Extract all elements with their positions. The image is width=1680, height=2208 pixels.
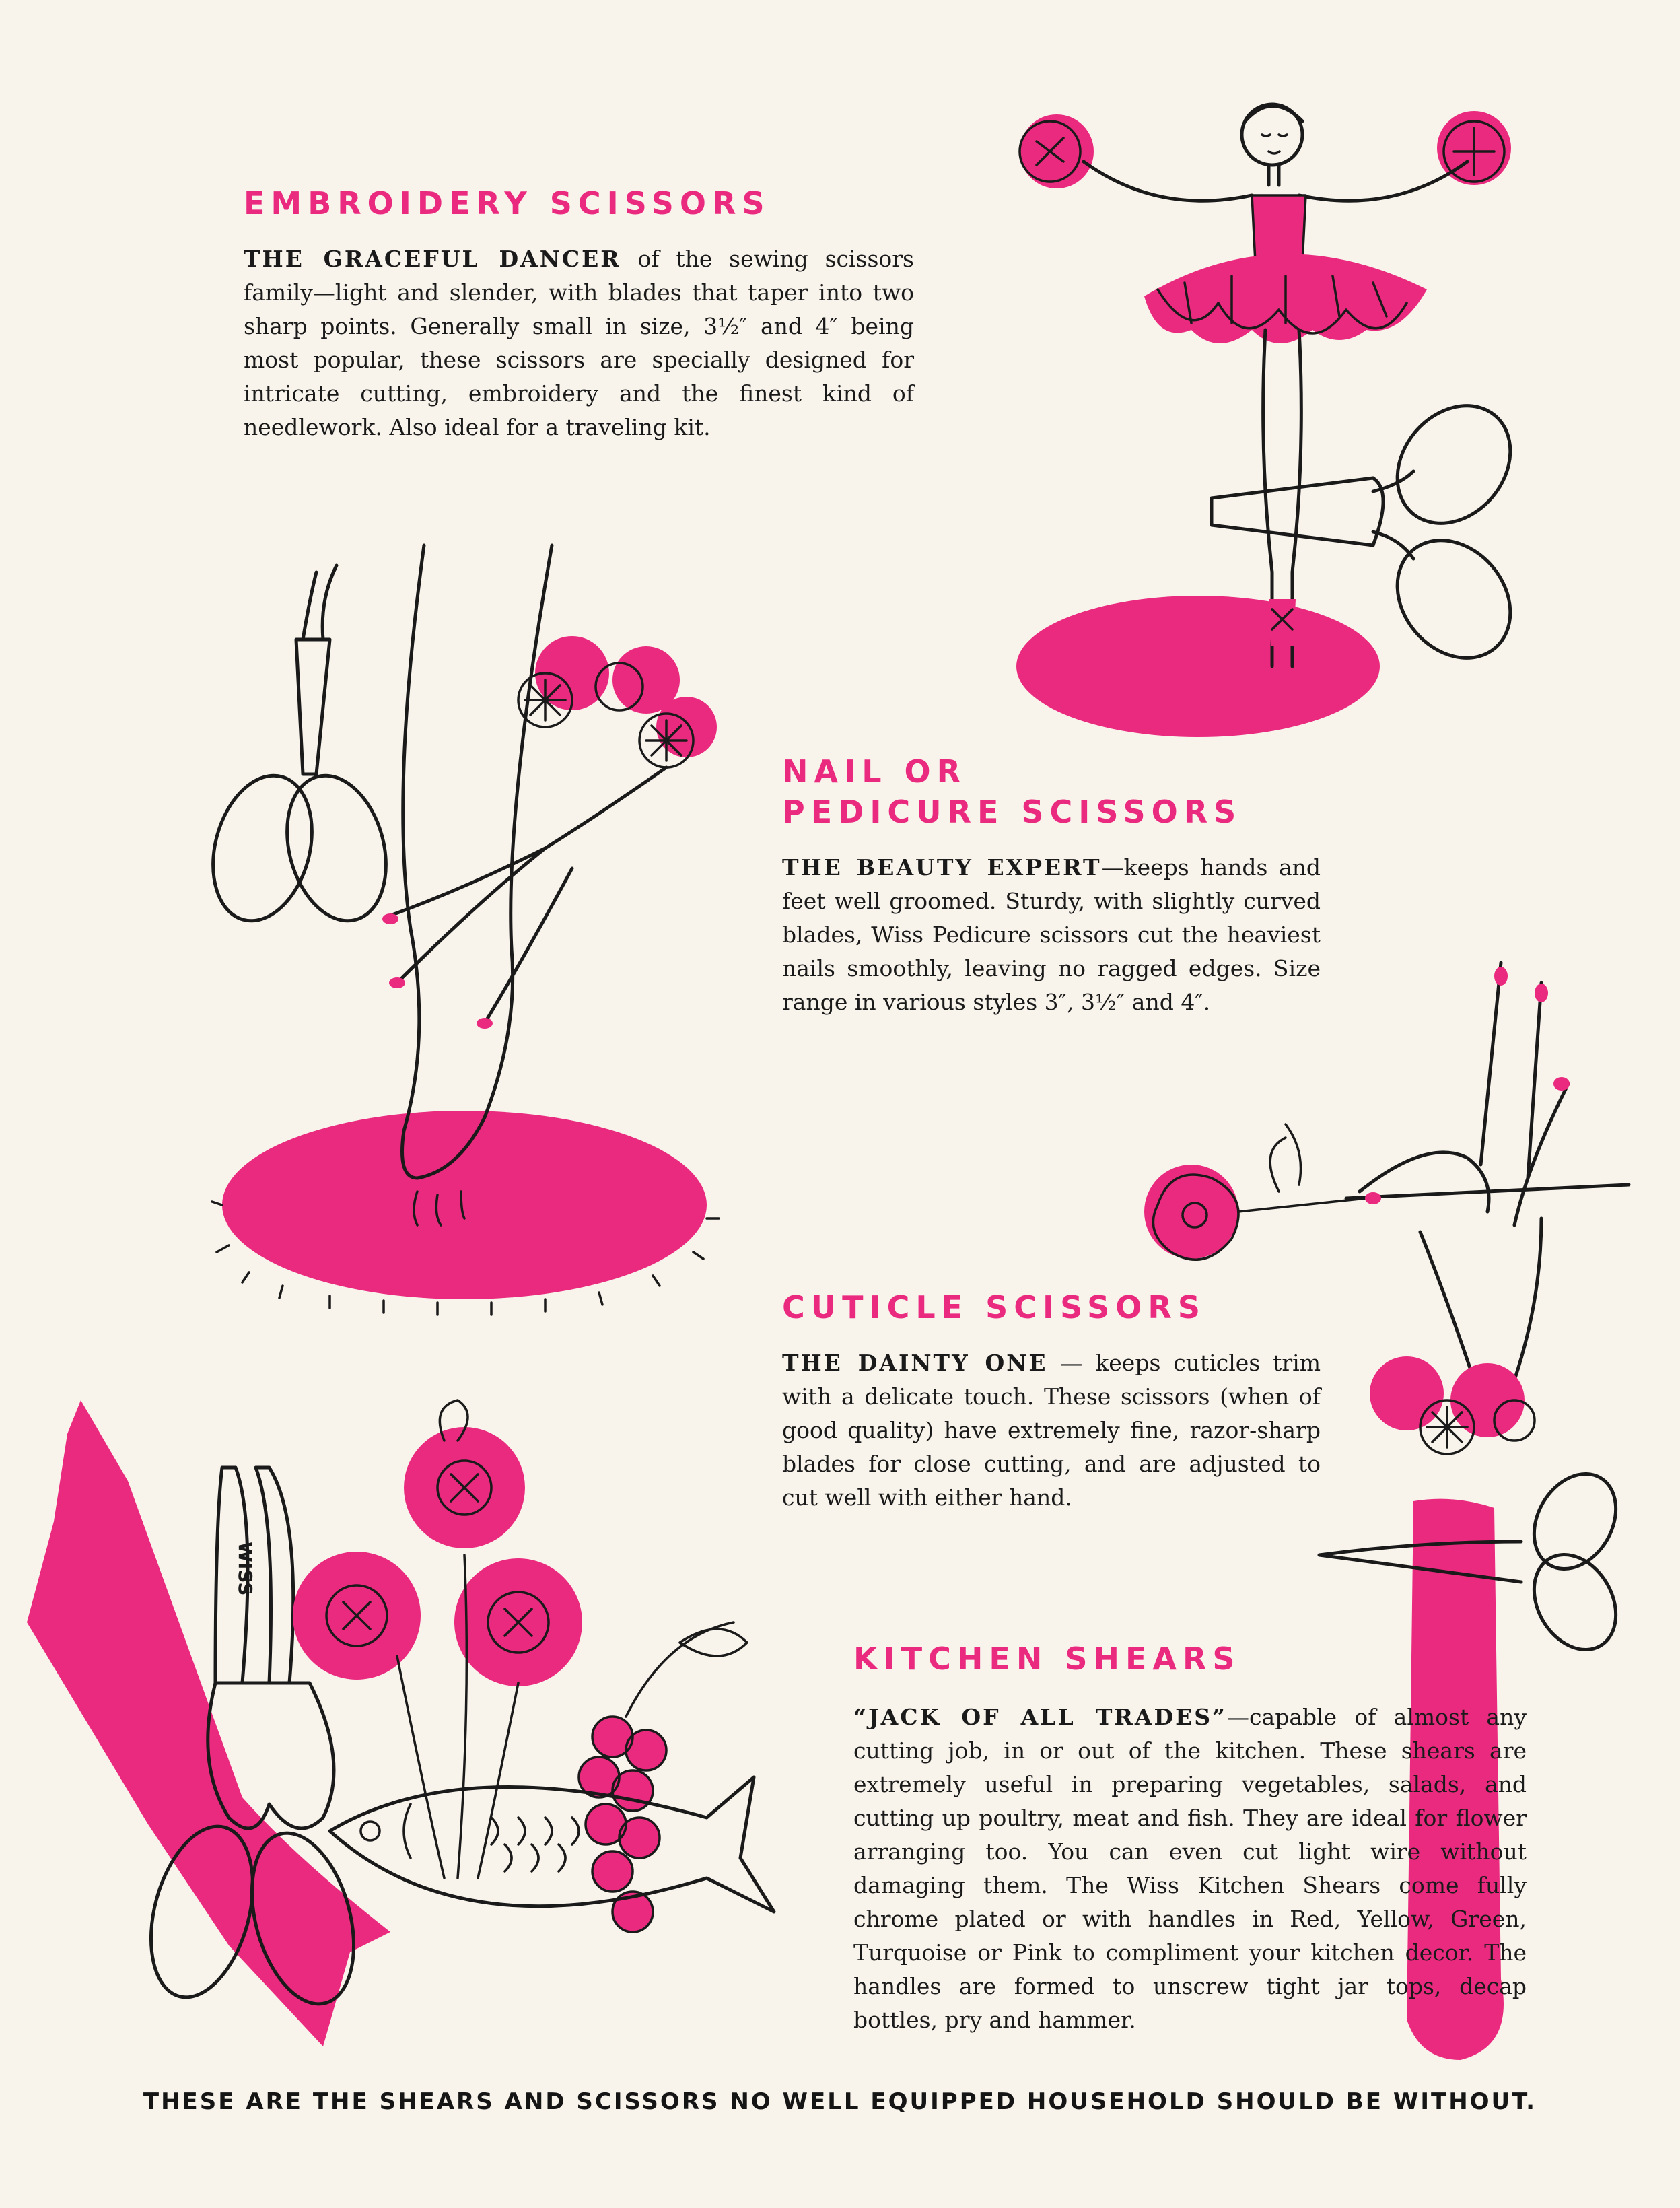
kitchen-shears-icon <box>20 1400 828 2094</box>
pedicure-foot-icon <box>195 545 747 1340</box>
wiss-brand-mark: WISS <box>234 1542 256 1596</box>
ballerina-icon <box>1010 88 1615 734</box>
cuticle-text: — keeps cuticles trim with a delicate touch. These scissors (when of good quality) have extremely fine, razor-sharp blades for close cutting, and are adjusted to cut well with either hand. <box>782 1350 1321 1511</box>
nail-lead: THE BEAUTY EXPERT <box>782 854 1102 881</box>
footer-tagline: THESE ARE THE SHEARS AND SCISSORS NO WELL EQUIPPED HOUSEHOLD SHOULD BE WITHOUT. <box>143 2088 1537 2115</box>
cuticle-lead: THE DAINTY ONE <box>782 1350 1048 1376</box>
embroidery-description <box>244 242 914 444</box>
kitchen-text: —capable of almost any cutting job, in or out of the kitchen. These shears are extremely useful in preparing vegetables, salads, and cutting up poultry, meat and fish. They are ideal for flower arranging too. You can even cut light wire without damaging them. The Wiss Kitchen Shears come fully chrome plated or with handles in Red, Yellow, Green, Turquoise or Pink to compliment your kitchen decor. The handles are formed to unscrew tight jar tops, decap bottles, pry and hammer. <box>853 1704 1527 2033</box>
kitchen-description <box>853 1700 1527 2037</box>
embroidery-text: of the sewing scissors family—light and slender, with blades that taper into two sharp points. Generally small in size, 3½″ and 4″ being most popular, these scissors are specially designed for intricate cutting, embroidery and the finest kind of needlework. Also ideal for a traveling kit. <box>244 246 914 440</box>
kitchen-heading: KITCHEN SHEARS <box>853 1641 1241 1677</box>
nail-heading-line1: NAIL OR <box>782 753 967 790</box>
nail-description <box>782 851 1321 1019</box>
cuticle-description <box>782 1346 1321 1515</box>
embroidery-heading: EMBROIDERY SCISSORS <box>244 185 771 221</box>
nail-text: —keeps hands and feet well groomed. Sturdy, with slightly curved blades, Wiss Pedicure scissors cut the heaviest nails smoothly, leaving no ragged edges. Size range in various styles 3″, 3½″ and 4″. <box>782 854 1321 1015</box>
cuticle-heading: CUTICLE SCISSORS <box>782 1289 1206 1325</box>
nail-heading-line2: PEDICURE SCISSORS <box>782 794 1242 830</box>
kitchen-lead: “JACK OF ALL TRADES” <box>853 1704 1228 1730</box>
embroidery-lead: THE GRACEFUL DANCER <box>244 246 621 272</box>
